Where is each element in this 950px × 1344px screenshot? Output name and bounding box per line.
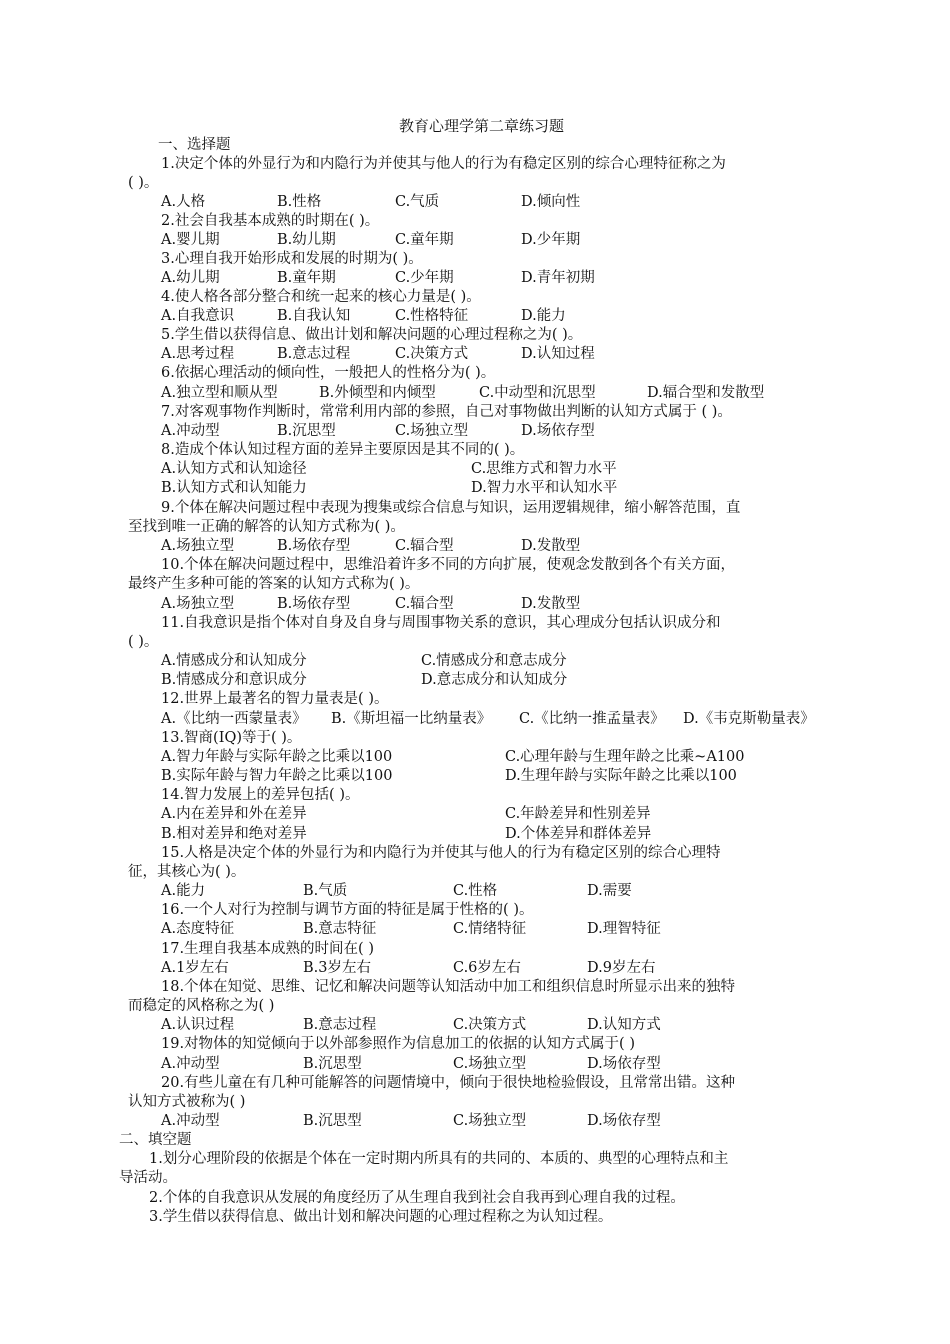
q2-option-a: A.婴儿期 xyxy=(161,232,220,248)
q19-option-b: B.沉思型 xyxy=(303,1056,362,1072)
q1-option-a: A.人格 xyxy=(161,194,206,210)
q18-option-a: A.认识过程 xyxy=(161,1017,235,1033)
q3-option-c: C.少年期 xyxy=(395,270,454,286)
q2-option-d: D.少年期 xyxy=(521,232,581,248)
q5-option-a: A.思考过程 xyxy=(161,346,235,362)
q8-option-a: A.认知方式和认知途径 xyxy=(161,461,307,477)
question-6: 6.依据心理活动的倾向性，一般把人的性格分为( )。 xyxy=(161,365,496,381)
page-title: 教育心理学第二章练习题 xyxy=(399,117,565,135)
q11-option-a: A.情感成分和认知成分 xyxy=(161,653,307,669)
q12-option-b: B.《斯坦福一比纳量表》 xyxy=(331,711,492,727)
question-9: 9.个体在解决问题过程中表现为搜集或综合信息与知识，运用逻辑规律，缩小解答范围，直 xyxy=(161,500,741,516)
q19-option-a: A.冲动型 xyxy=(161,1056,220,1072)
q1-option-d: D.倾向性 xyxy=(521,194,581,210)
question-1-cont: ( )。 xyxy=(128,175,159,191)
q3-option-d: D.青年初期 xyxy=(521,270,595,286)
q6-option-c: C.中动型和沉思型 xyxy=(479,385,596,401)
question-14: 14.智力发展上的差异包括( )。 xyxy=(161,787,360,803)
q15-option-b: B.气质 xyxy=(303,883,348,899)
question-8: 8.造成个体认知过程方面的差异主要原因是其不同的( )。 xyxy=(161,442,525,458)
question-17: 17.生理自我基本成熟的时间在( ) xyxy=(161,941,374,957)
q11-option-c: C.情感成分和意志成分 xyxy=(421,653,567,669)
q10-option-a: A.场独立型 xyxy=(161,596,235,612)
fill-item-2: 2.个体的自我意识从发展的角度经历了从生理自我到社会自我再到心理自我的过程。 xyxy=(149,1190,685,1206)
q15-option-a: A.能力 xyxy=(161,883,206,899)
q4-option-a: A.自我意识 xyxy=(161,308,235,324)
q14-option-d: D.个体差异和群体差异 xyxy=(505,826,652,842)
q1-option-b: B.性格 xyxy=(277,194,322,210)
question-11-cont: ( )。 xyxy=(128,634,159,650)
question-20: 20.有些儿童在有几种可能解答的问题情境中，倾向于很快地检验假设，且常常出错。这种 xyxy=(161,1075,736,1091)
q20-option-c: C.场独立型 xyxy=(453,1113,527,1129)
question-4: 4.使人格各部分整合和统一起来的核心力量是( )。 xyxy=(161,289,481,305)
question-7: 7.对客观事物作判断时，常常利用内部的参照，自己对事物做出判断的认知方式属于 ( )。 xyxy=(161,404,732,420)
question-13: 13.智商(IQ)等于( )。 xyxy=(161,730,302,746)
q15-option-d: D.需要 xyxy=(587,883,632,899)
question-18: 18.个体在知觉、思维、记忆和解决问题等认知活动中加工和组织信息时所显示出来的独特 xyxy=(161,979,736,995)
q9-option-a: A.场独立型 xyxy=(161,538,235,554)
question-2: 2.社会自我基本成熟的时期在( )。 xyxy=(161,213,380,229)
q16-option-d: D.理智特征 xyxy=(587,921,661,937)
q17-option-d: D.9岁左右 xyxy=(587,960,656,976)
question-1: 1.决定个体的外显行为和内隐行为并使其与他人的行为有稳定区别的综合心理特征称之为 xyxy=(161,156,726,172)
section-heading-fill: 二、填空题 xyxy=(119,1132,192,1148)
q13-option-b: B.实际年龄与智力年龄之比乘以100 xyxy=(161,768,393,784)
q18-option-c: C.决策方式 xyxy=(453,1017,527,1033)
q13-option-a: A.智力年龄与实际年龄之比乘以100 xyxy=(161,749,393,765)
q19-option-d: D.场依存型 xyxy=(587,1056,661,1072)
q6-option-a: A.独立型和顺从型 xyxy=(161,385,278,401)
q13-option-d: D.生理年龄与实际年龄之比乘以100 xyxy=(505,768,737,784)
q6-option-b: B.外倾型和内倾型 xyxy=(319,385,436,401)
q16-option-b: B.意志特征 xyxy=(303,921,377,937)
q12-option-a: A.《比纳一西蒙量表》 xyxy=(161,711,307,727)
q12-option-d: D.《韦克斯勒量表》 xyxy=(683,711,815,727)
q5-option-b: B.意志过程 xyxy=(277,346,351,362)
question-11: 11.自我意识是指个体对自身及自身与周围事物关系的意识，其心理成分包括认识成分和 xyxy=(161,615,721,631)
q9-option-b: B.场依存型 xyxy=(277,538,351,554)
question-3: 3.心理自我开始形成和发展的时期为( )。 xyxy=(161,251,423,267)
fill-item-3: 3.学生借以获得信息、做出计划和解决问题的心理过程称之为认知过程。 xyxy=(149,1209,613,1225)
q7-option-a: A.冲动型 xyxy=(161,423,220,439)
q9-option-c: C.辐合型 xyxy=(395,538,454,554)
q8-option-c: C.思维方式和智力水平 xyxy=(471,461,617,477)
q17-option-a: A.1岁左右 xyxy=(161,960,229,976)
q16-option-a: A.态度特征 xyxy=(161,921,235,937)
q17-option-b: B.3岁左右 xyxy=(303,960,371,976)
question-10: 10.个体在解决问题过程中，思维沿着许多不同的方向扩展，使观念发散到各个有关方面， xyxy=(161,557,736,573)
q3-option-a: A.幼儿期 xyxy=(161,270,220,286)
q10-option-b: B.场依存型 xyxy=(277,596,351,612)
question-5: 5.学生借以获得信息、做出计划和解决问题的心理过程称之为( )。 xyxy=(161,327,583,343)
q15-option-c: C.性格 xyxy=(453,883,498,899)
q17-option-c: C.6岁左右 xyxy=(453,960,521,976)
q1-option-c: C.气质 xyxy=(395,194,440,210)
q20-option-b: B.沉思型 xyxy=(303,1113,362,1129)
question-12: 12.世界上最著名的智力量表是( )。 xyxy=(161,691,389,707)
q8-option-d: D.智力水平和认知水平 xyxy=(471,480,618,496)
question-10-cont: 最终产生多种可能的答案的认知方式称为( )。 xyxy=(128,576,420,592)
q2-option-c: C.童年期 xyxy=(395,232,454,248)
q9-option-d: D.发散型 xyxy=(521,538,581,554)
fill-item-1: 1.划分心理阶段的依据是个体在一定时期内所具有的共同的、本质的、典型的心理特点和主 xyxy=(149,1151,729,1167)
q11-option-d: D.意志成分和认知成分 xyxy=(421,672,568,688)
q10-option-c: C.辐合型 xyxy=(395,596,454,612)
q12-option-c: C.《比纳一推孟量表》 xyxy=(519,711,665,727)
fill-item-1-cont: 导活动。 xyxy=(119,1170,177,1186)
question-19: 19.对物体的知觉倾向于以外部参照作为信息加工的依据的认知方式属于( ) xyxy=(161,1036,635,1052)
q10-option-d: D.发散型 xyxy=(521,596,581,612)
q11-option-b: B.情感成分和意识成分 xyxy=(161,672,307,688)
q4-option-b: B.自我认知 xyxy=(277,308,351,324)
question-18-cont: 而稳定的风格称之为( ) xyxy=(128,998,275,1014)
q2-option-b: B.幼儿期 xyxy=(277,232,336,248)
q20-option-a: A.冲动型 xyxy=(161,1113,220,1129)
q14-option-b: B.相对差异和绝对差异 xyxy=(161,826,307,842)
q6-option-d: D.辐合型和发散型 xyxy=(647,385,765,401)
q4-option-d: D.能力 xyxy=(521,308,566,324)
q18-option-b: B.意志过程 xyxy=(303,1017,377,1033)
q3-option-b: B.童年期 xyxy=(277,270,336,286)
q20-option-d: D.场依存型 xyxy=(587,1113,661,1129)
section-heading-choice: 一、选择题 xyxy=(158,137,231,153)
q5-option-c: C.决策方式 xyxy=(395,346,469,362)
question-20-cont: 认知方式被称为( ) xyxy=(128,1094,246,1110)
question-15-cont: 征，其核心为( )。 xyxy=(128,864,246,880)
q16-option-c: C.情绪特征 xyxy=(453,921,527,937)
q7-option-b: B.沉思型 xyxy=(277,423,336,439)
q14-option-c: C.年龄差异和性别差异 xyxy=(505,806,651,822)
q8-option-b: B.认知方式和认知能力 xyxy=(161,480,307,496)
q7-option-d: D.场依存型 xyxy=(521,423,595,439)
question-9-cont: 至找到唯一正确的解答的认知方式称为( )。 xyxy=(128,519,405,535)
q5-option-d: D.认知过程 xyxy=(521,346,595,362)
question-15: 15.人格是决定个体的外显行为和内隐行为并使其与他人的行为有稳定区别的综合心理特 xyxy=(161,845,721,861)
q18-option-d: D.认知方式 xyxy=(587,1017,661,1033)
q7-option-c: C.场独立型 xyxy=(395,423,469,439)
q19-option-c: C.场独立型 xyxy=(453,1056,527,1072)
q14-option-a: A.内在差异和外在差异 xyxy=(161,806,307,822)
q4-option-c: C.性格特征 xyxy=(395,308,469,324)
question-16: 16.一个人对行为控制与调节方面的特征是属于性格的( )。 xyxy=(161,902,534,918)
q13-option-c: C.心理年龄与生理年龄之比乘~A100 xyxy=(505,749,745,765)
